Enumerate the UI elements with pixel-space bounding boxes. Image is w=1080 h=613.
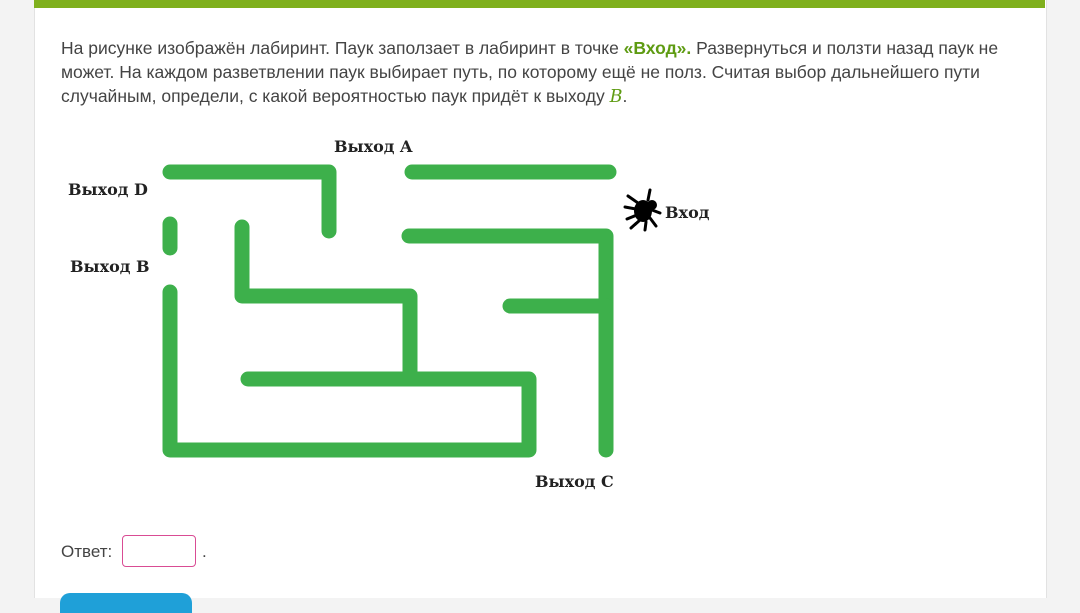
label-exit-c: Выход C	[535, 472, 614, 491]
label-entrance: Вход	[665, 203, 710, 222]
maze-walls	[170, 172, 609, 450]
answer-input[interactable]	[122, 535, 196, 567]
label-exit-b: Выход B	[70, 257, 150, 276]
problem-text-middle: Развернуться и ползти назад паук не может. На каждом разветвлении паук выбирает путь, по которому ещё не полз. Считая выбор дальнейшего пути случайным, определи, с какой вероятностью паук придёт к выходу	[61, 38, 999, 106]
target-exit-variable: B	[609, 87, 623, 107]
entrance-highlight: «Вход».	[623, 38, 692, 58]
answer-suffix: .	[202, 542, 207, 561]
answer-label: Ответ:	[61, 542, 113, 561]
maze-wall-top-left	[170, 172, 329, 231]
check-button[interactable]	[60, 593, 192, 613]
maze-wall-right-frame	[409, 236, 606, 450]
problem-text-end: .	[622, 86, 628, 106]
maze-wall-outer	[170, 292, 529, 450]
problem-text-before: На рисунке изображён лабиринт. Паук заползает в лабиринт в точке	[61, 38, 624, 58]
label-exit-a: Выход A	[334, 137, 413, 156]
spider-icon	[625, 190, 660, 230]
maze-wall-inner-left	[242, 227, 410, 379]
label-exit-d: Выход D	[68, 180, 148, 199]
